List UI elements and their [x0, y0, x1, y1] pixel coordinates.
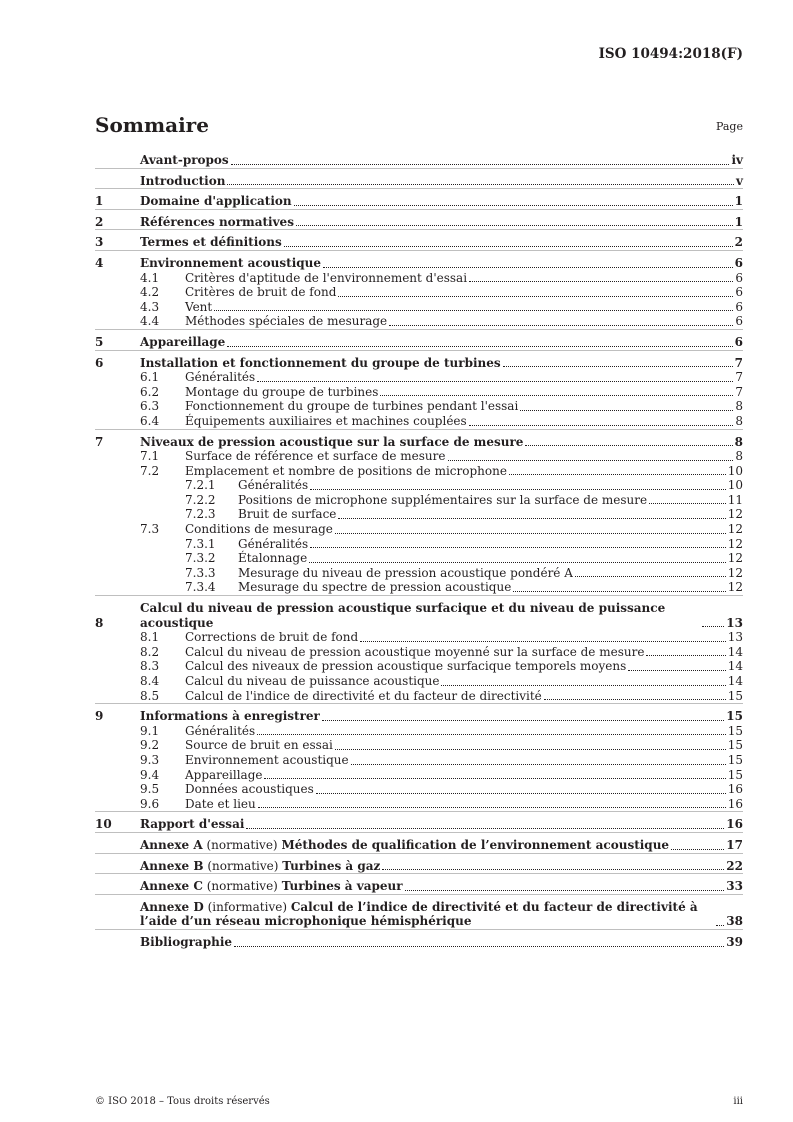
toc-entry-page: 17	[726, 837, 743, 852]
toc-entry-number: 4	[95, 255, 104, 270]
toc-entry-number: 4.1	[140, 270, 160, 285]
toc-entry-page: 12	[727, 507, 743, 522]
toc-leader-dots	[310, 489, 726, 490]
document-id: ISO 10494:2018(F)	[598, 46, 743, 62]
toc-entry[interactable]	[95, 314, 743, 329]
toc-entry-number: 6	[95, 355, 104, 370]
toc-leader-dots	[338, 296, 733, 297]
toc-entry-title: Données acoustiques	[185, 782, 314, 797]
toc-entry-page: v	[736, 173, 743, 188]
toc-leader-dots	[441, 685, 725, 686]
toc-entry[interactable]	[95, 478, 743, 493]
annex-qualifier: (normative)	[202, 837, 282, 852]
toc-entry-number: 3	[95, 235, 104, 250]
toc-leader-dots	[335, 533, 726, 534]
toc-entry-page: 12	[727, 565, 743, 580]
toc-entry-number: 7.3	[140, 522, 160, 537]
toc-entry-number: 7.3.3	[185, 565, 216, 580]
toc-entry[interactable]	[95, 738, 743, 753]
toc-leader-dots	[214, 310, 733, 311]
toc-entry[interactable]	[95, 399, 743, 414]
toc-entry-number: 5	[95, 334, 104, 349]
toc-entry-title: Calcul des niveaux de pression acoustique surfacique temporels moyens	[185, 659, 627, 674]
toc-leader-dots	[234, 946, 724, 947]
toc-entry-page: 6	[735, 285, 743, 300]
toc-leader-dots	[284, 246, 733, 247]
toc-entry-title: Critères d'aptitude de l'environnement d'essai	[185, 270, 468, 285]
toc-entry[interactable]	[95, 929, 743, 950]
toc-entry-title: Surface de référence et surface de mesure	[185, 449, 446, 464]
toc-entry-title: Environnement acoustique	[140, 255, 322, 270]
toc-entry[interactable]	[95, 551, 743, 566]
toc-entry-title: Niveaux de pression acoustique sur la surface de mesure	[140, 434, 524, 449]
toc-entry-page: 8	[735, 399, 743, 414]
toc-leader-dots	[257, 734, 726, 735]
annex-qualifier: (informative)	[203, 899, 291, 914]
toc-entry-page: 12	[727, 522, 743, 537]
toc-entry-number: 7.2.1	[185, 478, 216, 493]
toc-entry-number: 6.4	[140, 413, 160, 428]
toc-entry-page: 15	[727, 738, 743, 753]
toc-entry-title: Positions de microphone supplémentaires sur la surface de mesure	[238, 492, 648, 507]
toc-entry-number: 9.5	[140, 782, 160, 797]
toc-entry-page: iv	[731, 153, 743, 167]
toc-entry[interactable]	[95, 464, 743, 479]
toc-leader-dots	[382, 869, 724, 870]
toc-entry-title: Termes et définitions	[140, 235, 282, 250]
annex-title: Turbines à gaz	[282, 858, 381, 873]
toc-entry-number: 7.2.3	[185, 507, 216, 522]
copyright-notice: © ISO 2018 – Tous droits réservés	[95, 1096, 270, 1107]
toc-entry-number: 8	[95, 615, 104, 630]
toc-entry-title: Corrections de bruit de fond	[185, 630, 359, 645]
toc-entry[interactable]	[95, 153, 743, 168]
toc-entry[interactable]	[95, 768, 743, 783]
toc-leader-dots	[405, 890, 725, 891]
toc-entry-page: 13	[727, 630, 743, 645]
toc-entry[interactable]	[95, 385, 743, 400]
toc-entry-title: Bruit de surface	[238, 507, 337, 522]
toc-entry[interactable]	[95, 350, 743, 371]
toc-entry[interactable]	[95, 782, 743, 797]
toc-leader-dots	[575, 576, 726, 577]
toc-leader-dots	[360, 641, 726, 642]
toc-entry[interactable]	[95, 449, 743, 464]
toc-entry-title: Informations à enregistrer	[140, 709, 320, 724]
toc-leader-dots	[338, 518, 725, 519]
toc-entry-page: 10	[727, 463, 743, 478]
toc-entry-number: 9	[95, 709, 104, 724]
toc-entry[interactable]	[95, 209, 743, 230]
toc-entry-title: Environnement acoustique	[185, 752, 349, 767]
toc-entry[interactable]	[95, 507, 743, 522]
toc-entry[interactable]	[95, 811, 743, 832]
toc-entry-title: Emplacement et nombre de positions de microphone	[185, 463, 507, 478]
toc-entry[interactable]	[95, 894, 743, 929]
toc-entry[interactable]	[95, 188, 743, 209]
toc-entry[interactable]	[95, 645, 743, 660]
toc-entry-number: 7.1	[140, 449, 160, 464]
toc-entry-number: 9.3	[140, 752, 160, 767]
toc-entry[interactable]	[95, 370, 743, 385]
toc-entry-page: 14	[727, 644, 743, 659]
toc-entry-number: 7	[95, 434, 104, 449]
toc-entry-title: Bibliographie	[140, 934, 233, 949]
toc-entry-title: Appareillage	[185, 767, 263, 782]
toc-entry-page: 12	[727, 536, 743, 551]
toc-entry-number: 4.2	[140, 285, 160, 300]
toc-entry-title: Fonctionnement du groupe de turbines pendant l'essai	[185, 399, 519, 414]
toc-entry-number: 8.4	[140, 674, 160, 688]
toc-entry-title: Critères de bruit de fond	[185, 285, 337, 300]
toc-entry-title: Vent	[185, 299, 213, 314]
toc-entry[interactable]	[95, 271, 743, 286]
toc-leader-dots	[380, 395, 733, 396]
toc-leader-dots	[351, 764, 726, 765]
toc-entry-title: Généralités	[238, 478, 309, 493]
toc-leader-dots	[322, 720, 724, 721]
toc-entry-number: 7.2	[140, 463, 160, 478]
toc-entry-title: Avant-propos	[140, 153, 229, 167]
annex-label: Annexe A	[140, 837, 203, 852]
toc-entry[interactable]	[95, 229, 743, 250]
toc-entry-title: Calcul du niveau de pression acoustique moyenné sur la surface de mesure	[185, 644, 645, 659]
page-column-label: Page	[715, 120, 743, 133]
toc-entry-page: 15	[727, 767, 743, 782]
toc-entry-page: 1	[734, 214, 743, 229]
toc-entry-title: Références normatives	[140, 214, 294, 229]
annex-label: Annexe D	[140, 899, 204, 914]
toc-entry-title: Calcul de l'indice de directivité et du facteur de directivité	[185, 688, 542, 703]
toc-entry-number: 9.1	[140, 723, 160, 738]
toc-entry-number: 8.2	[140, 644, 160, 659]
toc-entry[interactable]	[95, 595, 743, 630]
toc-leader-dots	[513, 591, 725, 592]
toc-entry-number: 9.2	[140, 738, 160, 753]
toc-leader-dots	[231, 164, 730, 165]
toc-entry-number: 10	[95, 817, 112, 832]
toc-entry-title	[140, 838, 669, 853]
toc-entry-title: Généralités	[185, 723, 256, 738]
toc-entry-title: Domaine d'application	[140, 194, 292, 209]
toc-entry-page: 6	[735, 299, 743, 314]
toc-entry[interactable]	[95, 753, 743, 768]
toc-leader-dots	[227, 184, 734, 185]
toc-entry-page: 8	[735, 449, 743, 464]
toc-leader-dots	[469, 281, 733, 282]
toc-entry-number: 7.3.2	[185, 551, 216, 566]
toc-entry-page: 14	[727, 659, 743, 674]
toc-entry-title: Appareillage	[140, 334, 226, 349]
toc-leader-dots	[702, 626, 724, 627]
toc-entry-page: 8	[735, 413, 743, 428]
toc-leader-dots	[716, 925, 724, 926]
toc-leader-dots	[448, 460, 734, 461]
toc-entry[interactable]	[95, 630, 743, 645]
toc-entry-page: 16	[727, 782, 743, 797]
toc-entry-page: 6	[735, 270, 743, 285]
annex-title: Calcul de l’indice de directivité et du facteur de directivité à l’aide d’un réseau microphonique hémisphérique	[140, 899, 698, 929]
toc-entry-page: 13	[726, 615, 743, 630]
toc-leader-dots	[509, 474, 726, 475]
toc-entry-number: 7.3.4	[185, 580, 216, 595]
toc-leader-dots	[258, 807, 726, 808]
toc-entry-number: 1	[95, 194, 104, 209]
annex-title: Turbines à vapeur	[281, 879, 403, 894]
toc-entry-number: 7.2.2	[185, 492, 216, 507]
toc-entry-page: 39	[726, 934, 743, 949]
toc-entry[interactable]	[95, 797, 743, 812]
toc-entry-title	[140, 879, 403, 894]
toc-leader-dots	[323, 267, 733, 268]
toc-entry-number: 4.4	[140, 314, 160, 329]
toc-title: Sommaire	[95, 113, 209, 137]
toc-entry-page: 10	[727, 478, 743, 493]
toc-entry-page: 6	[734, 255, 743, 270]
toc-entry-title: Généralités	[238, 536, 309, 551]
toc-entry[interactable]	[95, 285, 743, 300]
toc-leader-dots	[335, 749, 726, 750]
toc-entry-number: 4.3	[140, 299, 160, 314]
toc-entry[interactable]	[95, 689, 743, 704]
toc-entry-title: Montage du groupe de turbines	[185, 384, 379, 399]
annex-qualifier: (normative)	[203, 858, 283, 873]
toc-entry-number: 6.2	[140, 384, 160, 399]
toc-entry-title: Conditions de mesurage	[185, 522, 333, 537]
toc-entry-number: 2	[95, 214, 104, 229]
toc-entry-page: 15	[727, 723, 743, 738]
toc-entry-page: 15	[727, 688, 743, 703]
toc-entry-page: 16	[727, 796, 743, 811]
toc-leader-dots	[389, 325, 733, 326]
toc-entry-page: 15	[727, 752, 743, 767]
toc-entry-number: 8.3	[140, 659, 160, 674]
toc-entry[interactable]	[95, 522, 743, 537]
toc-entry-title	[140, 859, 380, 874]
toc-entry-page: 8	[734, 434, 743, 449]
toc-leader-dots	[520, 410, 733, 411]
toc-entry-page: 33	[726, 879, 743, 894]
page-number: iii	[733, 1096, 743, 1107]
toc-entry-title: Calcul du niveau de pression acoustique surfacique et du niveau de puissance acoustique	[140, 601, 666, 630]
toc-entry-title: Équipements auxiliaires et machines couplées	[185, 413, 467, 428]
toc-entry[interactable]	[95, 329, 743, 350]
toc-entry-page: 11	[727, 492, 743, 507]
toc-entry[interactable]	[95, 832, 743, 853]
toc-leader-dots	[646, 655, 725, 656]
toc-entry[interactable]	[95, 566, 743, 581]
toc-entry-number: 6.1	[140, 370, 160, 385]
table-of-contents	[95, 153, 743, 950]
toc-entry-page: 16	[726, 817, 743, 832]
toc-entry-page: 22	[726, 858, 743, 873]
toc-entry-title: Généralités	[185, 370, 256, 385]
toc-entry[interactable]	[95, 250, 743, 271]
toc-leader-dots	[309, 562, 726, 563]
toc-entry[interactable]	[95, 429, 743, 450]
toc-entry[interactable]	[95, 873, 743, 894]
annex-label: Annexe B	[140, 858, 204, 873]
toc-entry-number: 6.3	[140, 399, 160, 414]
toc-leader-dots	[264, 778, 725, 779]
toc-entry-title: Mesurage du niveau de pression acoustique pondéré A	[238, 565, 573, 580]
toc-entry-number: 8.1	[140, 630, 160, 645]
toc-leader-dots	[246, 828, 724, 829]
toc-entry-title: Étalonnage	[238, 551, 308, 566]
toc-leader-dots	[525, 445, 732, 446]
toc-entry-page: 6	[735, 314, 743, 329]
toc-leader-dots	[294, 205, 733, 206]
toc-leader-dots	[628, 670, 725, 671]
toc-entry[interactable]	[95, 674, 743, 689]
toc-entry-page: 7	[735, 384, 743, 399]
toc-entry-page: 12	[727, 551, 743, 566]
toc-leader-dots	[257, 381, 733, 382]
toc-entry-number: 9.4	[140, 767, 160, 782]
toc-leader-dots	[671, 849, 724, 850]
toc-entry[interactable]	[95, 659, 743, 674]
toc-leader-dots	[296, 225, 733, 226]
annex-qualifier: (normative)	[202, 879, 282, 894]
toc-entry-page: 12	[727, 580, 743, 595]
toc-entry-title: Rapport d'essai	[140, 817, 245, 832]
toc-entry-title: Installation et fonctionnement du groupe de turbines	[140, 355, 501, 370]
toc-leader-dots	[310, 547, 726, 548]
toc-entry[interactable]	[95, 493, 743, 508]
toc-leader-dots	[469, 425, 734, 426]
toc-entry-page: 38	[726, 914, 743, 929]
annex-title: Méthodes de qualification de l’environnement acoustique	[281, 837, 670, 852]
toc-entry-page: 1	[734, 194, 743, 209]
annex-label: Annexe C	[140, 879, 203, 894]
toc-leader-dots	[227, 346, 732, 347]
toc-entry[interactable]	[95, 580, 743, 595]
toc-entry[interactable]	[95, 537, 743, 552]
toc-entry[interactable]	[95, 414, 743, 429]
toc-leader-dots	[544, 699, 726, 700]
toc-entry[interactable]	[95, 168, 743, 189]
toc-entry[interactable]	[95, 724, 743, 739]
toc-entry-number: 8.5	[140, 688, 160, 703]
toc-entry-title: Source de bruit en essai	[185, 738, 333, 753]
toc-entry-title: Date et lieu	[185, 796, 256, 811]
toc-entry-page: 2	[734, 235, 743, 250]
toc-entry-page: 14	[727, 674, 743, 688]
toc-entry-page: 7	[734, 355, 743, 370]
toc-entry-title: Calcul du niveau de puissance acoustique	[185, 674, 440, 688]
toc-entry-title	[140, 900, 714, 929]
toc-entry-title: Méthodes spéciales de mesurage	[185, 314, 388, 329]
toc-leader-dots	[503, 366, 733, 367]
toc-entry-page: 6	[734, 334, 743, 349]
toc-entry-page: 7	[735, 370, 743, 385]
toc-leader-dots	[316, 793, 726, 794]
toc-entry[interactable]	[95, 703, 743, 724]
toc-entry-title: Mesurage du spectre de pression acoustique	[238, 580, 512, 595]
toc-entry[interactable]	[95, 853, 743, 874]
toc-leader-dots	[649, 503, 726, 504]
toc-entry-page: 15	[726, 709, 743, 724]
toc-entry-title: Introduction	[140, 173, 226, 188]
toc-entry-number: 7.3.1	[185, 536, 216, 551]
toc-entry[interactable]	[95, 300, 743, 315]
toc-entry-number: 9.6	[140, 796, 160, 811]
